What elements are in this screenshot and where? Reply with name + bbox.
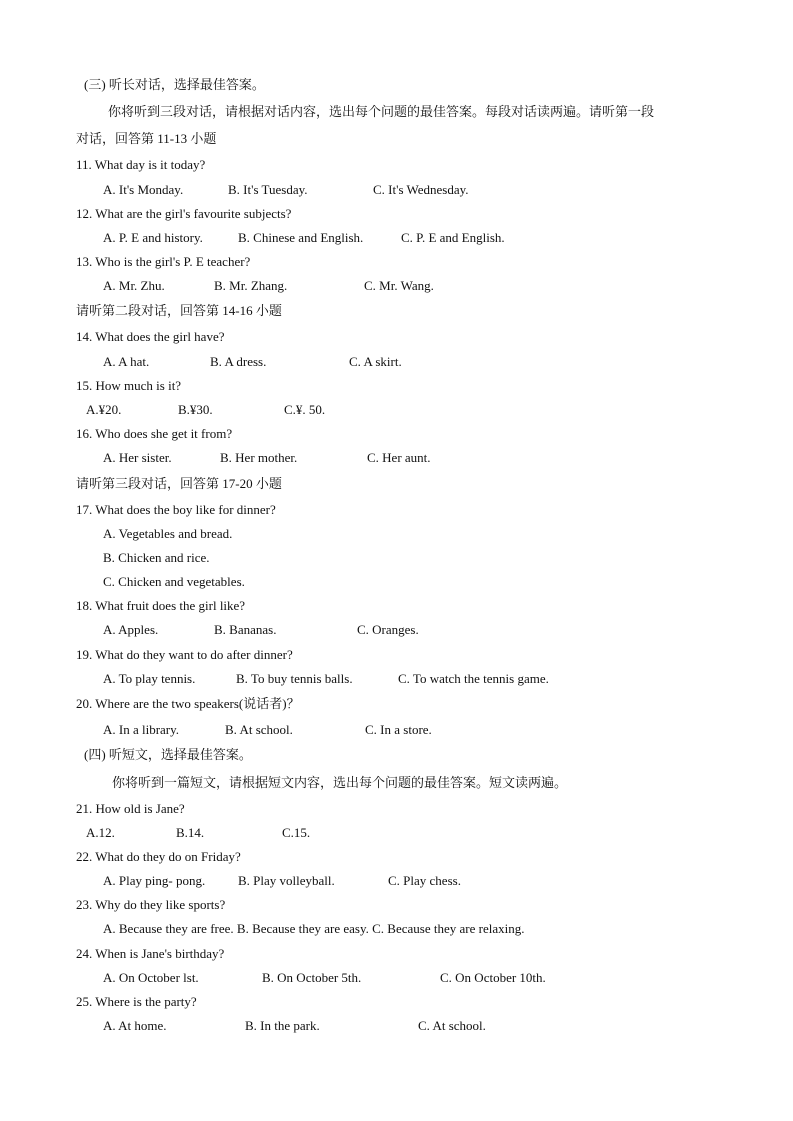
dialog-2-prompt: 请听第二段对话，回答第 14-16 小题 <box>76 303 282 318</box>
q13-option-a: A. Mr. Zhu. <box>103 278 165 293</box>
question-19: 19. What do they want to do after dinner? <box>76 647 293 662</box>
question-18: 18. What fruit does the girl like? <box>76 598 246 613</box>
q17-option-a: A. Vegetables and bread. <box>103 526 233 541</box>
q21-option-c: C.15. <box>282 825 311 840</box>
q20-option-a: A. In a library. <box>103 722 180 737</box>
q13-option-b: B. Mr. Zhang. <box>214 278 288 293</box>
question-16: 16. Who does she get it from? <box>76 426 233 441</box>
q12-option-a: A. P. E and history. <box>103 230 203 245</box>
q19-option-a: A. To play tennis. <box>103 671 196 686</box>
question-22: 22. What do they do on Friday? <box>76 849 241 864</box>
question-20: 20. Where are the two speakers(说话者)？ <box>76 696 300 711</box>
q15-option-b: B.¥30. <box>178 402 213 417</box>
q22-option-a: A. Play ping- pong. <box>103 873 206 888</box>
q18-option-c: C. Oranges. <box>357 622 419 637</box>
question-14: 14. What does the girl have? <box>76 329 225 344</box>
q18-option-a: A. Apples. <box>103 622 159 637</box>
q22-option-c: C. Play chess. <box>388 873 461 888</box>
q24-option-c: C. On October 10th. <box>440 970 546 985</box>
q17-option-b: B. Chicken and rice. <box>103 550 210 565</box>
q16-option-c: C. Her aunt. <box>367 450 431 465</box>
question-11: 11. What day is it today? <box>76 157 206 172</box>
q14-option-c: C. A skirt. <box>349 354 402 369</box>
q24-option-a: A. On October lst. <box>103 970 199 985</box>
q11-option-a: A. It's Monday. <box>103 182 184 197</box>
q22-option-b: B. Play volleyball. <box>238 873 335 888</box>
q17-option-c: C. Chicken and vegetables. <box>103 574 245 589</box>
dialog-3-prompt: 请听第三段对话，回答第 17-20 小题 <box>76 476 282 491</box>
question-21: 21. How old is Jane? <box>76 801 185 816</box>
question-25: 25. Where is the party? <box>76 994 197 1009</box>
q25-option-a: A. At home. <box>103 1018 167 1033</box>
question-17: 17. What does the boy like for dinner? <box>76 502 276 517</box>
q19-option-b: B. To buy tennis balls. <box>236 671 353 686</box>
q12-option-c: C. P. E and English. <box>401 230 505 245</box>
q13-option-c: C. Mr. Wang. <box>364 278 434 293</box>
q12-option-b: B. Chinese and English. <box>238 230 364 245</box>
q15-option-c: C.¥. 50. <box>284 402 326 417</box>
question-24: 24. When is Jane's birthday? <box>76 946 225 961</box>
q21-option-a: A.12. <box>86 825 115 840</box>
question-23: 23. Why do they like sports? <box>76 897 226 912</box>
section-3-intro-continued: 对话，回答第 11-13 小题 <box>76 131 217 146</box>
q14-option-b: B. A dress. <box>210 354 267 369</box>
question-13: 13. Who is the girl's P. E teacher? <box>76 254 251 269</box>
section-4-intro: 你将听到一篇短文，请根据短文内容，选出每个问题的最佳答案。短文读两遍。 <box>112 775 568 790</box>
q20-option-c: C. In a store. <box>365 722 432 737</box>
q14-option-a: A. A hat. <box>103 354 150 369</box>
q11-option-c: C. It's Wednesday. <box>373 182 469 197</box>
section-4-heading: (四) 听短文，选择最佳答案。 <box>84 747 252 762</box>
q16-option-b: B. Her mother. <box>220 450 298 465</box>
section-3-intro: 你将听到三段对话，请根据对话内容，选出每个问题的最佳答案。每段对话读两遍。请听第一段 <box>108 104 655 119</box>
q15-option-a: A.¥20. <box>86 402 122 417</box>
q24-option-b: B. On October 5th. <box>262 970 362 985</box>
q18-option-b: B. Bananas. <box>214 622 277 637</box>
q25-option-b: B. In the park. <box>245 1018 320 1033</box>
section-3-heading: (三) 听长对话，选择最佳答案。 <box>84 77 265 92</box>
q11-option-b: B. It's Tuesday. <box>228 182 308 197</box>
q20-option-b: B. At school. <box>225 722 293 737</box>
question-12: 12. What are the girl's favourite subjects? <box>76 206 292 221</box>
q16-option-a: A. Her sister. <box>103 450 172 465</box>
q23-options: A. Because they are free. B. Because they are easy. C. Because they are relaxing. <box>103 921 525 936</box>
q21-option-b: B.14. <box>176 825 205 840</box>
q25-option-c: C. At school. <box>418 1018 486 1033</box>
q19-option-c: C. To watch the tennis game. <box>398 671 549 686</box>
question-15: 15. How much is it? <box>76 378 182 393</box>
